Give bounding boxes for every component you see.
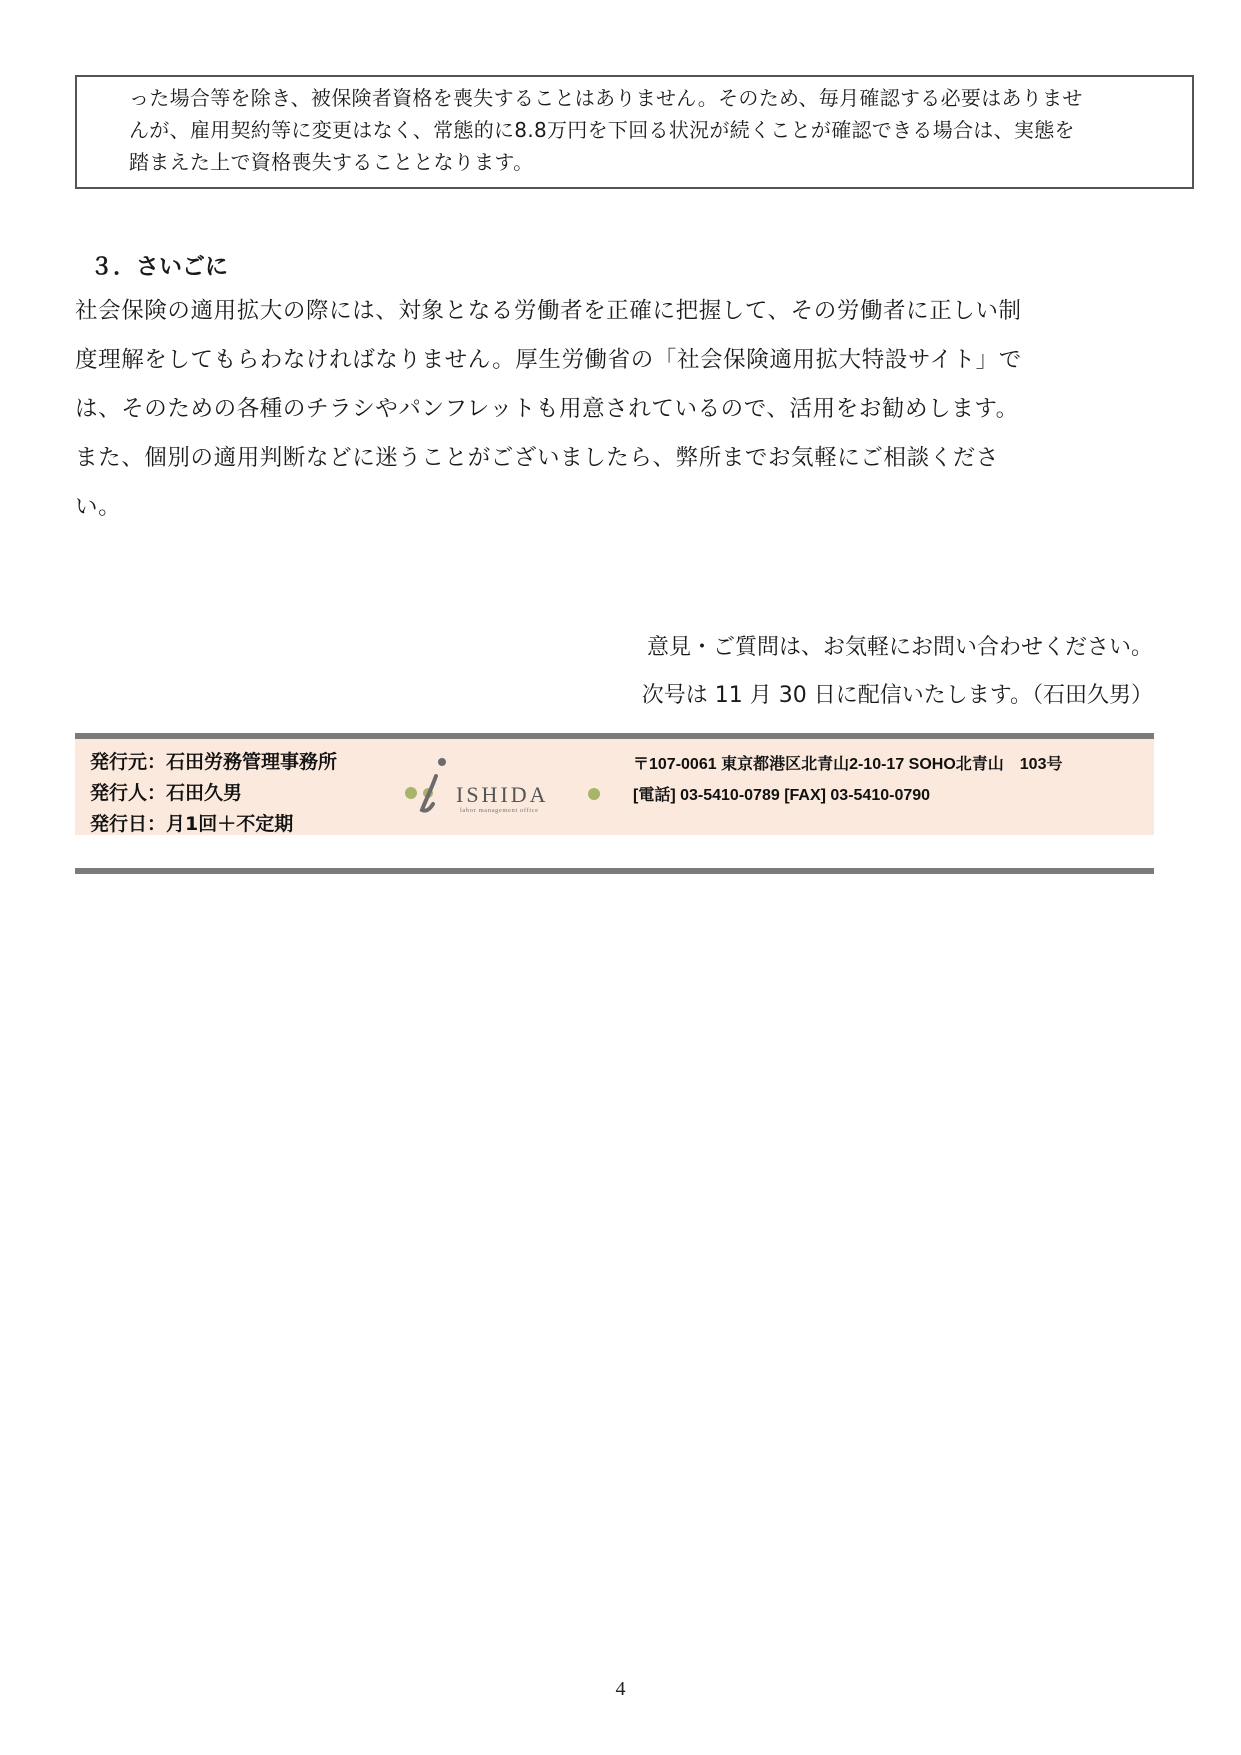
- footer-phone-fax: [電話] 03-5410-0789 [FAX] 03-5410-0790: [633, 787, 931, 804]
- notice-line-1: った場合等を除き、被保険者資格を喪失することはありません。そのため、毎月確認する必要はありませ: [129, 86, 1083, 110]
- page-number: 4: [615, 1678, 626, 1700]
- footer-publisher: 発行元：石田労務管理事務所: [90, 751, 338, 773]
- ishida-logo: [402, 752, 602, 822]
- paragraph-line-4: また、個別の適用判断などに迷うことがございましたら、弊所までお気軽にご相談くださ: [75, 445, 1000, 471]
- closing-inquiry-line: 意見・ご質問は、お気軽にお問い合わせください。: [646, 635, 1153, 660]
- footer-issue-date: 発行日：月1回＋不定期: [90, 813, 294, 835]
- logo-tagline: labor management office: [460, 807, 539, 814]
- footer-address: 〒107-0061 東京都港区北青山2-10-17 SOHO北青山 103号: [633, 756, 1063, 773]
- footer-issuer: 発行人：石田久男: [90, 782, 243, 804]
- notice-line-3: 踏まえた上で資格喪失することとなります。: [129, 150, 534, 174]
- logo-i-dot: [438, 758, 446, 766]
- paragraph-line-5: い。: [75, 494, 122, 520]
- notice-line-2: んが、雇用契約等に変更はなく、常態的に8.8万円を下回る状況が続くことが確認できる場合は、実態を: [129, 118, 1075, 142]
- paragraph-line-1: 社会保険の適用拡大の際には、対象となる労働者を正確に把握して、その労働者に正しい制: [75, 298, 1022, 324]
- logo-dot-left: [405, 787, 417, 799]
- section-heading: ３．さいごに: [90, 254, 228, 280]
- notice-box: [75, 75, 1194, 189]
- logo-dot-right: [588, 788, 600, 800]
- paragraph-line-3: は、そのための各種のチラシやパンフレットも用意されているので、活用をお勧めします。: [75, 396, 1019, 422]
- paragraph-line-2: 度理解をしてもらわなければなりません。厚生労働省の「社会保険適用拡大特設サイト」で: [75, 347, 1022, 373]
- next-issue-line: 次号は 11 月 30 日に配信いたします。（石田久男）: [641, 683, 1153, 708]
- footer-bottom-rule: [75, 868, 1154, 874]
- logo-wordmark: ISHIDA: [456, 782, 549, 807]
